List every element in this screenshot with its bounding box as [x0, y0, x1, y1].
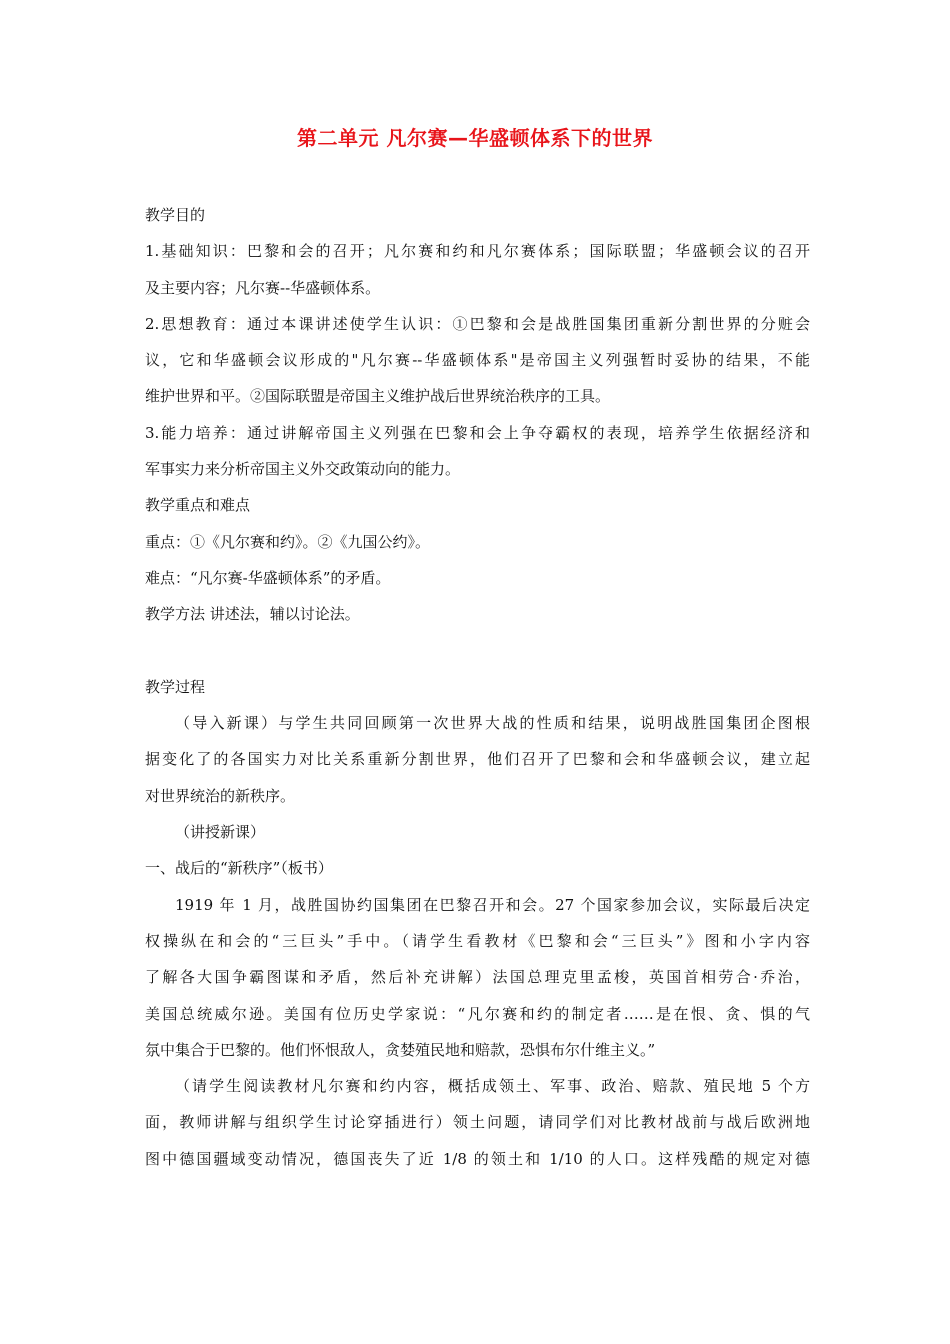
paragraph-line: 教学方法 讲述法，辅以讨论法。: [145, 605, 360, 624]
paragraph-line: 重点：①《凡尔赛和约》。②《九国公约》。: [145, 532, 431, 551]
paragraph-line: （导入新课）与学生共同回顾第一次世界大战的性质和结果，说明战胜国集团企图根: [175, 714, 810, 733]
paragraph-line: 氛中集合于巴黎的。他们怀恨敌人，贪婪殖民地和赔款，恐惧布尔什维主义。”: [145, 1040, 656, 1059]
paragraph-line: 1.基础知识：巴黎和会的召开；凡尔赛和约和凡尔赛体系；国际联盟；华盛顿会议的召开: [145, 242, 810, 261]
paragraph-line: 教学目的: [145, 206, 206, 224]
paragraph-line: 议，它和华盛顿会议形成的"凡尔赛--华盛顿体系"是帝国主义列强暂时妥协的结果，不能: [145, 351, 810, 370]
paragraph-line: 难点：“凡尔赛-华盛顿体系”的矛盾。: [145, 568, 391, 587]
paragraph-line: 维护世界和平。②国际联盟是帝国主义维护战后世界统治秩序的工具。: [145, 387, 611, 406]
document-body: [145, 197, 810, 1177]
paragraph-line: （讲授新课）: [175, 823, 266, 842]
paragraph-line: 1919 年 1 月，战胜国协约国集团在巴黎召开和会。27 个国家参加会议，实际最后决定: [175, 895, 810, 914]
paragraph-line: 权操纵在和会的“三巨头”手中。（请学生看教材《巴黎和会“三巨头”》图和小字内容: [145, 931, 810, 950]
paragraph-line: 军事实力来分析帝国主义外交政策动向的能力。: [145, 460, 461, 479]
paragraph-line: （请学生阅读教材凡尔赛和约内容，概括成领土、军事、政治、赔款、殖民地 5 个方: [175, 1077, 810, 1096]
paragraph-line: 了解各大国争霸图谋和矛盾，然后补充讲解）法国总理克里孟梭，英国首相劳合·乔治，: [145, 968, 810, 987]
document-title: 第二单元 凡尔赛—华盛顿体系下的世界: [297, 126, 653, 150]
paragraph-line: 2.思想教育：通过本课讲述使学生认识：①巴黎和会是战胜国集团重新分割世界的分赃会: [145, 314, 810, 333]
paragraph-line: 图中德国疆域变动情况，德国丧失了近 1/8 的领土和 1/10 的人口。这样残酷的规定对德: [145, 1149, 810, 1168]
paragraph-line: 面，教师讲解与组织学生讨论穿插进行）领土问题，请同学们对比教材战前与战后欧洲地: [145, 1113, 810, 1132]
blank-line: [145, 633, 810, 669]
paragraph-line: 美国总统威尔逊。美国有位历史学家说：“凡尔赛和约的制定者……是在恨、贪、惧的气: [145, 1004, 810, 1023]
paragraph-line: 3.能力培养：通过讲解帝国主义列强在巴黎和会上争夺霸权的表现，培养学生依据经济和: [145, 423, 810, 442]
paragraph-line: 对世界统治的新秩序。: [145, 786, 296, 805]
paragraph-line: 据变化了的各国实力对比关系重新分割世界，他们召开了巴黎和会和华盛顿会议，建立起: [145, 750, 810, 769]
paragraph-line: 教学过程: [145, 677, 206, 696]
paragraph-line: 教学重点和难点: [145, 496, 251, 515]
paragraph-line: 及主要内容；凡尔赛--华盛顿体系。: [145, 278, 381, 297]
paragraph-line: 一、战后的“新秩序”（板书）: [145, 859, 333, 878]
